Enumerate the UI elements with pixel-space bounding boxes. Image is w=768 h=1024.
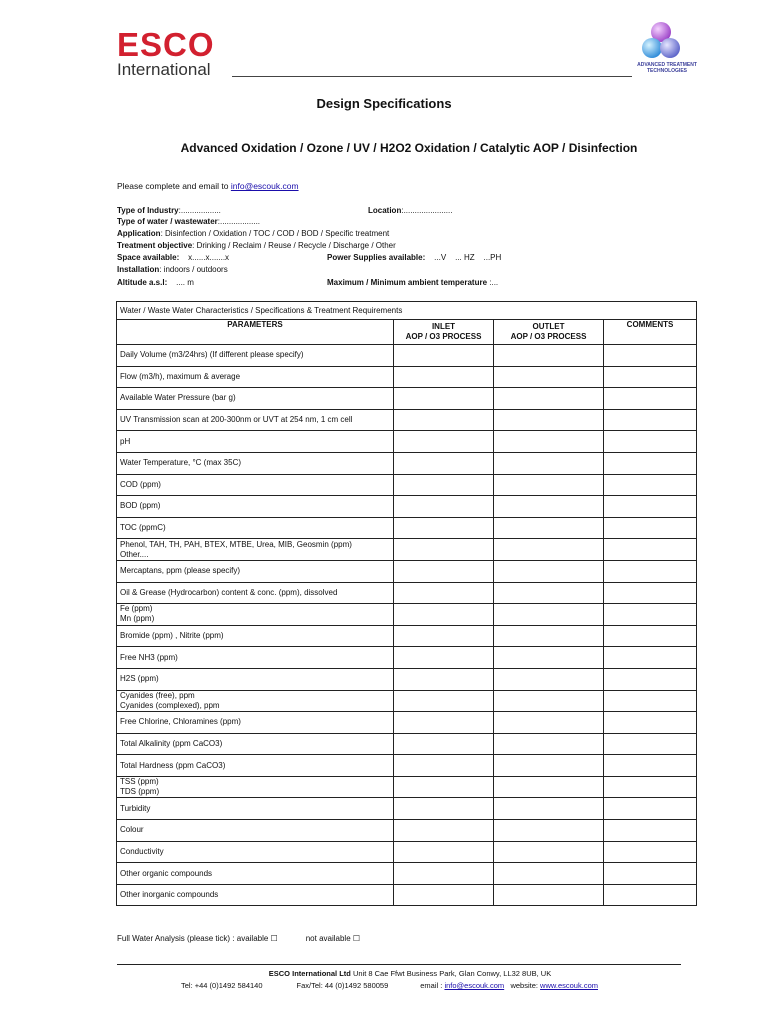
parameter-cell: COD (ppm) [117, 474, 394, 496]
page-subtitle: Advanced Oxidation / Ozone / UV / H2O2 Oxidation / Catalytic AOP / Disinfection [180, 141, 638, 155]
parameter-cell: Water Temperature, °C (max 35C) [117, 452, 394, 474]
table-row [117, 582, 697, 604]
comments-cell[interactable] [604, 798, 697, 820]
inlet-cell[interactable] [394, 366, 494, 388]
comments-cell[interactable] [604, 388, 697, 410]
outlet-cell[interactable] [494, 431, 604, 453]
table-row [117, 625, 697, 647]
location-line: Location:...................... [368, 206, 453, 215]
table-row [117, 496, 697, 518]
table-row [117, 712, 697, 734]
logo-subtitle: International [117, 60, 211, 79]
comments-cell[interactable] [604, 345, 697, 367]
esco-logo [117, 26, 215, 79]
table-row [117, 517, 697, 539]
parameter-cell: Other inorganic compounds [117, 884, 394, 906]
outlet-cell[interactable] [494, 755, 604, 777]
comments-cell[interactable] [604, 820, 697, 842]
parameter-cell: Conductivity [117, 841, 394, 863]
inlet-cell[interactable] [394, 517, 494, 539]
parameter-cell: Phenol, TAH, TH, PAH, BTEX, MTBE, Urea, MIB, Geosmin (ppm) Other.... [117, 539, 394, 561]
comments-cell[interactable] [604, 366, 697, 388]
inlet-cell[interactable] [394, 388, 494, 410]
inlet-cell[interactable] [394, 496, 494, 518]
header-comments: COMMENTS [604, 320, 697, 345]
comments-cell[interactable] [604, 474, 697, 496]
inlet-cell[interactable] [394, 474, 494, 496]
footer-email-link[interactable]: info@escouk.com [444, 981, 505, 990]
footer-website-link[interactable]: www.escouk.com [540, 981, 598, 990]
inlet-cell[interactable] [394, 776, 494, 798]
intro-text: Please complete and email to info@escouk.com [117, 181, 299, 191]
industry-line: Type of Industry:.................. [117, 206, 221, 215]
parameter-cell: BOD (ppm) [117, 496, 394, 518]
table-row [117, 604, 697, 626]
parameter-cell: Oil & Grease (Hydrocarbon) content & conc. (ppm), dissolved [117, 582, 394, 604]
comments-cell[interactable] [604, 690, 697, 712]
inlet-cell[interactable] [394, 668, 494, 690]
parameter-cell: pH [117, 431, 394, 453]
outlet-cell[interactable] [494, 496, 604, 518]
table-row [117, 409, 697, 431]
table-row [117, 560, 697, 582]
page-title: Design Specifications [316, 96, 452, 111]
parameter-cell: H2S (ppm) [117, 668, 394, 690]
spec-table [116, 301, 697, 906]
outlet-cell[interactable] [494, 582, 604, 604]
inlet-cell[interactable] [394, 841, 494, 863]
footer-tel: Tel: +44 (0)1492 584140 [181, 981, 263, 990]
comments-cell[interactable] [604, 517, 697, 539]
parameter-cell: UV Transmission scan at 200-300nm or UVT at 254 nm, 1 cm cell [117, 409, 394, 431]
comments-cell[interactable] [604, 884, 697, 906]
table-row [117, 733, 697, 755]
outlet-cell[interactable] [494, 690, 604, 712]
outlet-cell[interactable] [494, 884, 604, 906]
altitude-line: Altitude a.s.l: .... m [117, 278, 194, 287]
table-row [117, 647, 697, 669]
outlet-cell[interactable] [494, 647, 604, 669]
outlet-cell[interactable] [494, 409, 604, 431]
parameter-cell: Fe (ppm) Mn (ppm) [117, 604, 394, 626]
inlet-cell[interactable] [394, 452, 494, 474]
comments-cell[interactable] [604, 647, 697, 669]
table-row [117, 388, 697, 410]
header-inlet: INLET AOP / O3 PROCESS [394, 320, 494, 345]
comments-cell[interactable] [604, 604, 697, 626]
comments-cell[interactable] [604, 841, 697, 863]
table-row [117, 345, 697, 367]
installation-line: Installation: indoors / outdoors [117, 265, 228, 274]
inlet-cell[interactable] [394, 431, 494, 453]
table-row [117, 690, 697, 712]
table-row [117, 755, 697, 777]
water-type-line: Type of water / wastewater:.................. [117, 217, 261, 226]
outlet-cell[interactable] [494, 517, 604, 539]
inlet-cell[interactable] [394, 560, 494, 582]
table-row [117, 776, 697, 798]
comments-cell[interactable] [604, 409, 697, 431]
outlet-cell[interactable] [494, 604, 604, 626]
table-row [117, 366, 697, 388]
table-header-row [117, 320, 697, 345]
outlet-cell[interactable] [494, 776, 604, 798]
outlet-cell[interactable] [494, 798, 604, 820]
table-row [117, 474, 697, 496]
comments-cell[interactable] [604, 733, 697, 755]
ambient-temp-line: Maximum / Minimum ambient temperature :... [327, 278, 499, 287]
outlet-cell[interactable] [494, 820, 604, 842]
parameter-cell: Total Hardness (ppm CaCO3) [117, 755, 394, 777]
table-row [117, 798, 697, 820]
table-body [117, 345, 697, 906]
inlet-cell[interactable] [394, 820, 494, 842]
inlet-cell[interactable] [394, 755, 494, 777]
outlet-cell[interactable] [494, 733, 604, 755]
inlet-cell[interactable] [394, 712, 494, 734]
comments-cell[interactable] [604, 776, 697, 798]
outlet-cell[interactable] [494, 863, 604, 885]
inlet-cell[interactable] [394, 625, 494, 647]
footer-contacts: Tel: +44 (0)1492 584140 Fax/Tel: 44 (0)1492 580059 email : info@escouk.com website: www.escouk.com [181, 981, 598, 990]
inlet-cell[interactable] [394, 863, 494, 885]
header-outlet: OUTLET AOP / O3 PROCESS [494, 320, 604, 345]
comments-cell[interactable] [604, 668, 697, 690]
footer-address: ESCO International Ltd Unit 8 Cae Ffwt Business Park, Glan Conwy, LL32 8UB, UK [268, 969, 552, 978]
application-line: Application: Disinfection / Oxidation / TOC / COD / BOD / Specific treatment [117, 229, 390, 238]
parameter-cell: Free Chlorine, Chloramines (ppm) [117, 712, 394, 734]
space-line: Space available: x......x.......x [117, 253, 230, 262]
table-caption-row [117, 302, 697, 320]
comments-cell[interactable] [604, 863, 697, 885]
inlet-cell[interactable] [394, 539, 494, 561]
parameter-cell: Bromide (ppm) , Nitrite (ppm) [117, 625, 394, 647]
parameter-cell: Cyanides (free), ppm Cyanides (complexed), ppm [117, 690, 394, 712]
outlet-cell[interactable] [494, 366, 604, 388]
comments-cell[interactable] [604, 712, 697, 734]
parameter-cell: TOC (ppmC) [117, 517, 394, 539]
inlet-cell[interactable] [394, 884, 494, 906]
inlet-cell[interactable] [394, 582, 494, 604]
table-row [117, 863, 697, 885]
inlet-cell[interactable] [394, 345, 494, 367]
table-row [117, 841, 697, 863]
outlet-cell[interactable] [494, 560, 604, 582]
footer-fax: Fax/Tel: 44 (0)1492 580059 [296, 981, 389, 990]
objective-line: Treatment objective: Drinking / Reclaim / Reuse / Recycle / Discharge / Other [117, 241, 396, 250]
power-line: Power Supplies available: ...V ... HZ ...PH [327, 253, 502, 262]
table-caption: Water / Waste Water Characteristics / Specifications & Treatment Requirements [117, 302, 697, 320]
comments-cell[interactable] [604, 539, 697, 561]
outlet-cell[interactable] [494, 388, 604, 410]
footer-rule [117, 964, 681, 965]
comments-cell[interactable] [604, 560, 697, 582]
table-row [117, 820, 697, 842]
outlet-cell[interactable] [494, 345, 604, 367]
parameter-cell: TSS (ppm) TDS (ppm) [117, 776, 394, 798]
parameter-cell: Turbidity [117, 798, 394, 820]
parameter-cell: Free NH3 (ppm) [117, 647, 394, 669]
comments-cell[interactable] [604, 452, 697, 474]
parameter-cell: Available Water Pressure (bar g) [117, 388, 394, 410]
comments-cell[interactable] [604, 496, 697, 518]
parameter-cell: Other organic compounds [117, 863, 394, 885]
inlet-cell[interactable] [394, 733, 494, 755]
available-checkbox[interactable]: Full Water Analysis (please tick) : available ☐ [117, 934, 278, 943]
parameter-cell: Mercaptans, ppm (please specify) [117, 560, 394, 582]
full-analysis-note [117, 934, 360, 943]
inlet-cell[interactable] [394, 604, 494, 626]
outlet-cell[interactable] [494, 841, 604, 863]
inlet-cell[interactable] [394, 690, 494, 712]
outlet-cell[interactable] [494, 539, 604, 561]
parameter-cell: Flow (m3/h), maximum & average [117, 366, 394, 388]
parameter-cell: Colour [117, 820, 394, 842]
inlet-cell[interactable] [394, 647, 494, 669]
logo-wordmark: ESCO [117, 26, 215, 63]
comments-cell[interactable] [604, 431, 697, 453]
table-row [117, 431, 697, 453]
inlet-cell[interactable] [394, 798, 494, 820]
table-row [117, 668, 697, 690]
outlet-cell[interactable] [494, 452, 604, 474]
comments-cell[interactable] [604, 582, 697, 604]
inlet-cell[interactable] [394, 409, 494, 431]
header-parameters: PARAMETERS [117, 320, 394, 345]
intro-email-link[interactable]: info@escouk.com [230, 181, 299, 191]
parameter-cell: Total Alkalinity (ppm CaCO3) [117, 733, 394, 755]
outlet-cell[interactable] [494, 625, 604, 647]
table-row [117, 539, 697, 561]
comments-cell[interactable] [604, 625, 697, 647]
outlet-cell[interactable] [494, 712, 604, 734]
comments-cell[interactable] [604, 755, 697, 777]
table-row [117, 884, 697, 906]
parameter-cell: Daily Volume (m3/24hrs) (If different please specify) [117, 345, 394, 367]
header-rule [232, 76, 632, 77]
not-available-checkbox[interactable]: not available ☐ [305, 934, 361, 943]
aot-logo-text: ADVANCED TREATMENT TECHNOLOGIES [637, 62, 697, 74]
outlet-cell[interactable] [494, 668, 604, 690]
outlet-cell[interactable] [494, 474, 604, 496]
table-row [117, 452, 697, 474]
